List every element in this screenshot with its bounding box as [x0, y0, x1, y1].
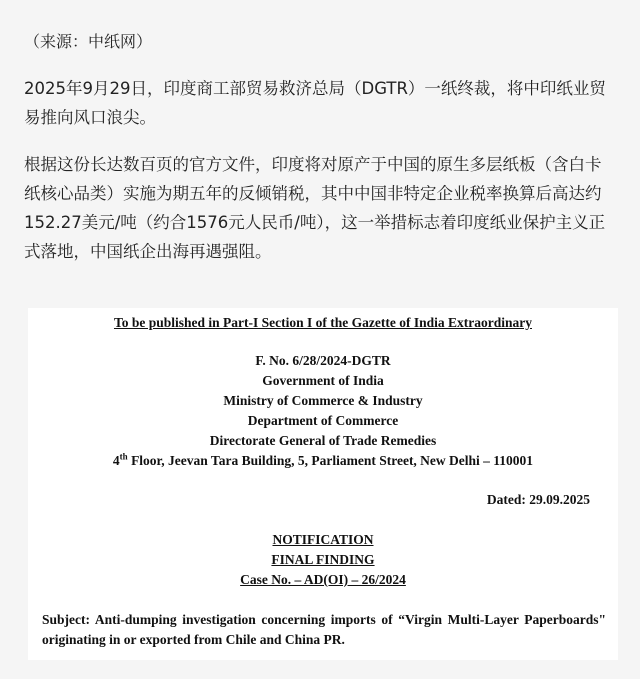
final-finding-heading: FINAL FINDING: [271, 552, 375, 567]
ministry-name: Ministry of Commerce & Industry: [223, 393, 423, 408]
gazette-document-image: [28, 308, 618, 660]
office-address: [28, 452, 618, 470]
address-remainder: Floor, Jeevan Tara Building, 5, Parliament Street, New Delhi – 110001: [127, 453, 534, 468]
department-name: Department of Commerce: [247, 413, 399, 428]
subject-line: Subject: Anti-dumping investigation concerning imports of “Virgin Multi-Layer Paperboards" originating in or exported from Chile and China PR.: [42, 612, 606, 647]
government-name: Government of India: [262, 373, 384, 388]
address-floor-number: 4: [112, 453, 120, 468]
article-body: [0, 0, 640, 266]
article-paragraph-1: 2025年9月29日，印度商工部贸易救济总局（DGTR）一纸终裁，将中印纸业贸易推向风口浪尖。: [24, 79, 606, 127]
address-floor-suffix: th: [119, 451, 128, 462]
document-date: Dated: 29.09.2025: [486, 492, 590, 507]
gazette-publication-line: To be published in Part-I Section I of the Gazette of India Extraordinary: [113, 315, 532, 330]
article-source: （来源：中纸网）: [24, 32, 153, 51]
notification-heading: NOTIFICATION: [272, 532, 374, 547]
file-number: F. No. 6/28/2024-DGTR: [255, 353, 391, 368]
article-paragraph-2: 根据这份长达数百页的官方文件，印度将对原产于中国的原生多层纸板（含白卡纸核心品类）实施为期五年的反倾销税，其中中国非特定企业税率换算后高达约152.27美元/吨（约合1576元人民币/吨），这一举措标志着印度纸业保护主义正式落地，中国纸企出海再遇强阻。: [24, 155, 606, 261]
directorate-name: Directorate General of Trade Remedies: [209, 433, 437, 448]
case-number: Case No. – AD(OI) – 26/2024: [240, 572, 406, 587]
